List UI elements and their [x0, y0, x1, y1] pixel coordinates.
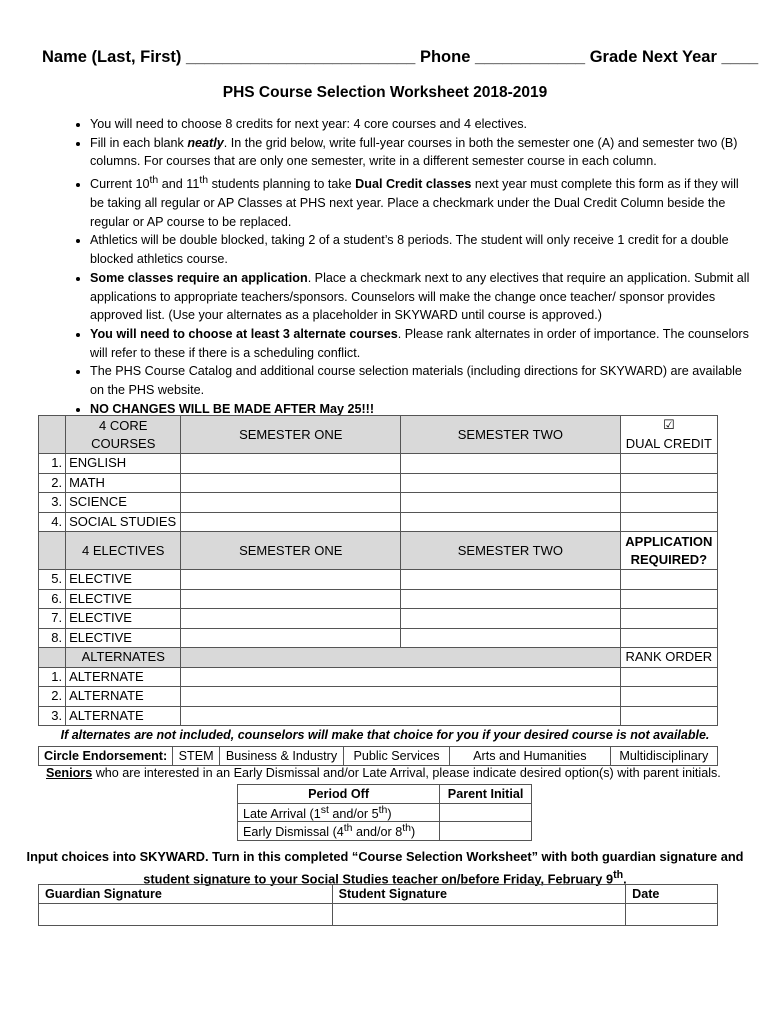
ordinal-suffix: th	[149, 174, 159, 187]
signature-table	[38, 884, 718, 926]
rank-order-field[interactable]	[620, 687, 717, 707]
course-grid	[38, 415, 718, 726]
period-header-row	[238, 785, 532, 804]
semester-two-field[interactable]	[401, 628, 621, 648]
seniors-note	[46, 766, 721, 780]
input-note-text: student signature to your Social Studies teacher on/before Friday, February 9	[143, 871, 614, 887]
header-num-cell	[39, 648, 66, 668]
semester-one-field[interactable]	[181, 493, 401, 513]
period-text: )	[387, 806, 392, 821]
input-instructions	[0, 848, 770, 888]
ordinal-suffix: th	[613, 869, 624, 881]
early-dismissal-row	[238, 822, 532, 841]
dual-credit-field[interactable]	[620, 473, 717, 493]
date-field[interactable]	[626, 904, 718, 926]
ordinal-suffix: th	[402, 822, 412, 835]
alternate-course-field[interactable]	[181, 706, 620, 726]
instruction-item	[90, 325, 752, 362]
instruction-item	[90, 171, 752, 231]
student-signature-label: Student Signature	[332, 885, 626, 904]
grade-field-label[interactable]: Grade Next Year ____	[589, 48, 759, 66]
semester-two-header: SEMESTER TWO	[401, 532, 621, 570]
endorsement-option[interactable]: STEM	[173, 747, 220, 766]
semester-one-field[interactable]	[181, 589, 401, 609]
student-signature-field[interactable]	[332, 904, 626, 926]
semester-two-field[interactable]	[401, 512, 621, 532]
ordinal-suffix: th	[378, 803, 388, 816]
semester-one-field[interactable]	[181, 512, 401, 532]
semester-one-field[interactable]	[181, 473, 401, 493]
period-text: Early Dismissal (4	[243, 825, 344, 840]
instruction-text: . Place a checkmark next to any electives that require an application. Submit all applications to appropriate teachers/sponsors. Counselors will make the change once teacher/ sponsor provides approved list. (Use your alternates as a placeholder in SKYWARD until course is approved.)	[90, 270, 750, 323]
row-label: SCIENCE	[66, 493, 181, 513]
instruction-text: next year must complete this form as if they will be taking all regular or AP Classes at PHS next year. Place a checkmark under the Dual Credit Column beside the regular or AP course to be replaced.	[90, 177, 739, 229]
instruction-text: Current 10	[90, 177, 150, 192]
period-off-table	[237, 784, 532, 841]
application-check-field[interactable]	[620, 628, 717, 648]
core-header-row	[39, 416, 718, 454]
instruction-item	[90, 269, 752, 325]
row-number: 4.	[39, 512, 66, 532]
alternates-header: ALTERNATES	[66, 648, 181, 668]
semester-one-field[interactable]	[181, 609, 401, 629]
late-arrival-initial-field[interactable]	[440, 803, 532, 822]
rank-order-field[interactable]	[620, 667, 717, 687]
parent-initial-header: Parent Initial	[440, 785, 532, 804]
semester-one-header: SEMESTER ONE	[181, 532, 401, 570]
late-arrival-label	[238, 803, 440, 822]
row-number: 2.	[39, 473, 66, 493]
instruction-text: Fill in each blank	[90, 135, 188, 150]
instruction-text: . In the grid below, write full-year courses in both the semester one (A) and semester two (B) columns. For courses that are only one semester, write in a different semester course in each column.	[90, 135, 738, 169]
row-label: ALTERNATE	[66, 667, 181, 687]
row-number: 6.	[39, 589, 66, 609]
dual-credit-field[interactable]	[620, 493, 717, 513]
table-row	[39, 512, 718, 532]
ordinal-suffix: st	[320, 803, 329, 816]
semester-two-field[interactable]	[401, 570, 621, 590]
instruction-emphasis: NO CHANGES WILL BE MADE AFTER May 25!!!	[90, 401, 375, 416]
table-row	[39, 570, 718, 590]
header-text: DUAL CREDIT	[625, 436, 712, 451]
row-label: MATH	[66, 473, 181, 493]
header-num-cell	[39, 532, 66, 570]
endorsement-option[interactable]: Business & Industry	[220, 747, 344, 766]
instruction-emphasis: neatly	[187, 135, 224, 150]
phone-field-label[interactable]: Phone ____________	[419, 48, 586, 66]
table-row	[39, 493, 718, 513]
alternates-header-blank	[181, 648, 620, 668]
guardian-signature-label: Guardian Signature	[39, 885, 333, 904]
header-text: APPLICATION	[625, 533, 713, 549]
row-label: ENGLISH	[66, 454, 181, 474]
row-number: 1.	[39, 667, 66, 687]
header-text: COURSES	[91, 435, 156, 451]
signature-field-row	[39, 904, 718, 926]
semester-one-field[interactable]	[181, 570, 401, 590]
row-number: 1.	[39, 454, 66, 474]
row-label: ALTERNATE	[66, 706, 181, 726]
instruction-text: . Please rank alternates in order of importance. The counselors will refer to these if there is a scheduling conflict.	[90, 326, 749, 360]
semester-two-field[interactable]	[401, 473, 621, 493]
input-note-text: Input choices into SKYWARD. Turn in this completed “Course Selection Worksheet” with both guardian signature and	[26, 849, 744, 864]
application-check-field[interactable]	[620, 609, 717, 629]
semester-one-header: SEMESTER ONE	[181, 416, 401, 454]
row-number: 2.	[39, 687, 66, 707]
instruction-text: students planning to take	[208, 177, 356, 192]
input-note-text: .	[623, 871, 627, 887]
signature-header-row	[39, 885, 718, 904]
instruction-text: You will need to choose 8 credits for next year: 4 core courses and 4 electives.	[90, 117, 528, 131]
rank-order-header: RANK ORDER	[620, 648, 717, 668]
instruction-emphasis: Some classes require an application	[90, 270, 308, 285]
header-text: 4 CORE	[99, 417, 148, 433]
application-check-field[interactable]	[620, 570, 717, 590]
instruction-item	[90, 115, 752, 134]
electives-header-row	[39, 532, 718, 570]
row-label: ALTERNATE	[66, 687, 181, 707]
semester-two-field[interactable]	[401, 589, 621, 609]
instructions-list	[60, 115, 752, 418]
semester-two-field[interactable]	[401, 454, 621, 474]
endorsement-row	[39, 747, 718, 766]
early-dismissal-initial-field[interactable]	[440, 822, 532, 841]
electives-header: 4 ELECTIVES	[66, 532, 181, 570]
instruction-text: The PHS Course Catalog and additional course selection materials (including directions for SKYWARD) are available on the PHS website.	[90, 364, 742, 398]
instruction-text: and 11	[158, 177, 200, 192]
row-label: ELECTIVE	[66, 570, 181, 590]
ordinal-suffix: th	[199, 174, 209, 187]
endorsement-table	[38, 746, 718, 766]
row-number: 8.	[39, 628, 66, 648]
rank-order-field[interactable]	[620, 706, 717, 726]
seniors-text: who are interested in an Early Dismissal and/or Late Arrival, please indicate desired option(s) with parent initials.	[92, 766, 721, 780]
application-check-field[interactable]	[620, 589, 717, 609]
date-label: Date	[626, 885, 718, 904]
table-row	[39, 687, 718, 707]
table-row	[39, 473, 718, 493]
dual-credit-header	[620, 416, 717, 454]
alternate-course-field[interactable]	[181, 667, 620, 687]
instruction-emphasis: Dual Credit classes	[355, 177, 472, 192]
semester-one-field[interactable]	[181, 628, 401, 648]
table-row	[39, 589, 718, 609]
dual-credit-field[interactable]	[620, 454, 717, 474]
endorsement-option[interactable]: Multidisciplinary	[610, 747, 717, 766]
header-num-cell	[39, 416, 66, 454]
page-title: PHS Course Selection Worksheet 2018-2019	[222, 84, 548, 101]
alternates-note: If alternates are not included, counselors will make that choice for you if your desired course is not available.	[60, 728, 710, 742]
period-off-header: Period Off	[238, 785, 440, 804]
alternates-header-row	[39, 648, 718, 668]
period-text: )	[411, 825, 416, 840]
table-row	[39, 609, 718, 629]
semester-two-field[interactable]	[401, 493, 621, 513]
semester-one-field[interactable]	[181, 454, 401, 474]
early-dismissal-label	[238, 822, 440, 841]
row-number: 3.	[39, 493, 66, 513]
period-text: Late Arrival (1	[243, 806, 321, 821]
table-row	[39, 454, 718, 474]
late-arrival-row	[238, 803, 532, 822]
instruction-text: Athletics will be double blocked, taking 2 of a student’s 8 periods. The student will only receive 1 credit for a double blocked athletics course.	[90, 233, 729, 267]
instruction-item	[90, 362, 752, 399]
ordinal-suffix: th	[343, 822, 353, 835]
seniors-emphasis: Seniors	[46, 766, 93, 780]
instruction-item	[90, 134, 752, 171]
dual-credit-field[interactable]	[620, 512, 717, 532]
application-required-header	[620, 532, 717, 570]
row-label: ELECTIVE	[66, 609, 181, 629]
instruction-emphasis: You will need to choose at least 3 alternate courses	[90, 326, 398, 341]
checkbox-icon: ☑	[663, 418, 675, 433]
row-label: ELECTIVE	[66, 628, 181, 648]
row-label: SOCIAL STUDIES	[66, 512, 181, 532]
row-number: 3.	[39, 706, 66, 726]
row-label: ELECTIVE	[66, 589, 181, 609]
row-number: 5.	[39, 570, 66, 590]
table-row	[39, 628, 718, 648]
period-text: and/or 8	[352, 825, 403, 840]
semester-two-header: SEMESTER TWO	[401, 416, 621, 454]
table-row	[39, 667, 718, 687]
header-line	[42, 48, 758, 67]
endorsement-option[interactable]: Public Services	[343, 747, 449, 766]
endorsement-label: Circle Endorsement:	[39, 747, 173, 766]
endorsement-option[interactable]: Arts and Humanities	[450, 747, 611, 766]
table-row	[39, 706, 718, 726]
instruction-item	[90, 231, 752, 268]
name-field-label[interactable]: Name (Last, First) _________________________	[42, 48, 416, 66]
period-text: and/or 5	[328, 806, 379, 821]
header-text: REQUIRED?	[630, 551, 708, 567]
core-courses-header	[66, 416, 181, 454]
row-number: 7.	[39, 609, 66, 629]
guardian-signature-field[interactable]	[39, 904, 333, 926]
alternate-course-field[interactable]	[181, 687, 620, 707]
semester-two-field[interactable]	[401, 609, 621, 629]
